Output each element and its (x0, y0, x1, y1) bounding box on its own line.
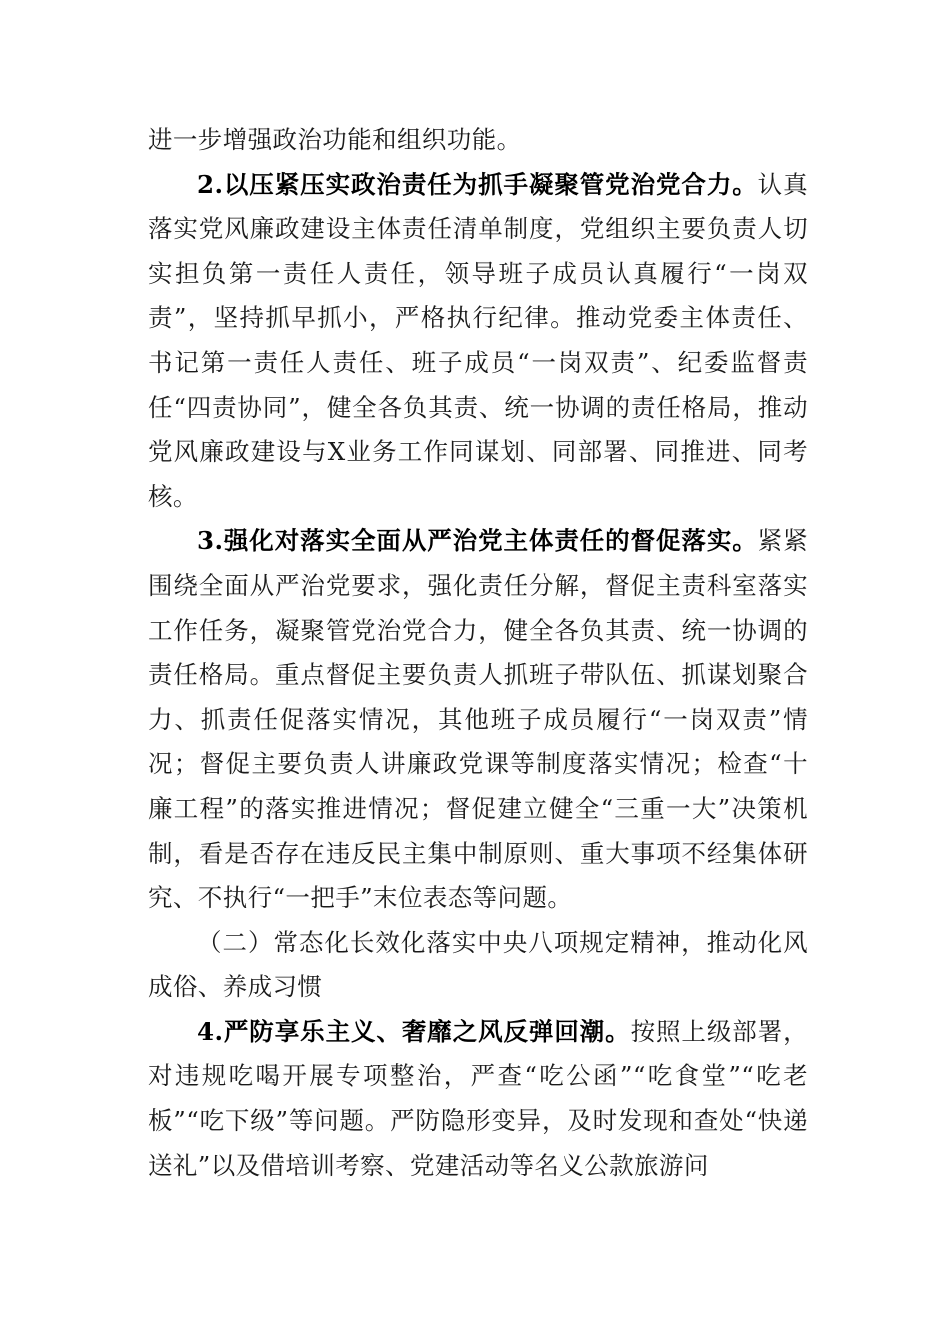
paragraph-item-3 (148, 519, 808, 920)
section-heading (148, 921, 808, 1010)
document-body (148, 118, 808, 1188)
paragraph-text: 紧紧围绕全面从严治党要求，强化责任分解，督促主责科室落实工作任务，凝聚管党治党合力，健全各负其责、统一协调的责任格局。重点督促主要负责人抓班子带队伍、抓谋划聚合力、抓责任促落实情况，其他班子成员履行“一岗双责”情况；督促主要负责人讲廉政党课等制度落实情况；检查“十廉工程”的落实推进情况；督促建立健全“三重一大”决策机制，看是否存在违反民主集中制原则、重大事项不经集体研究、不执行“一把手”末位表态等问题。 (148, 526, 808, 913)
paragraph-continuation (148, 118, 808, 163)
paragraph-text: 按照上级部署，对违规吃喝开展专项整治，严查“吃公函”“吃食堂”“吃老板”“吃下级”等问题。严防隐形变异，及时发现和查处“快递送礼”以及借培训考察、党建活动等名义公款旅游问 (148, 1016, 808, 1180)
paragraph-lead-heading: 2.以压紧压实政治责任为抓手凝聚管党治党合力。 (197, 169, 758, 199)
paragraph-item-2 (148, 163, 808, 520)
paragraph-lead-heading: 4.严防享乐主义、奢靡之风反弹回潮。 (197, 1016, 631, 1046)
paragraph-text: 进一步增强政治功能和组织功能。 (148, 125, 522, 154)
paragraph-item-4 (148, 1010, 808, 1188)
paragraph-lead-heading: 3.强化对落实全面从严治党主体责任的督促落实。 (197, 526, 758, 556)
section-heading-text: （二）常态化长效化落实中央八项规定精神，推动化风成俗、养成习惯 (148, 927, 808, 1002)
paragraph-text: 认真落实党风廉政建设主体责任清单制度，党组织主要负责人切实担负第一责任人责任，领导班子成员认真履行“一岗双责”，坚持抓早抓小，严格执行纪律。推动党委主体责任、书记第一责任人责任、班子成员“一岗双责”、纪委监督责任“四责协同”，健全各负其责、统一协调的责任格局，推动党风廉政建设与X业务工作同谋划、同部署、同推进、同考核。 (148, 169, 808, 511)
